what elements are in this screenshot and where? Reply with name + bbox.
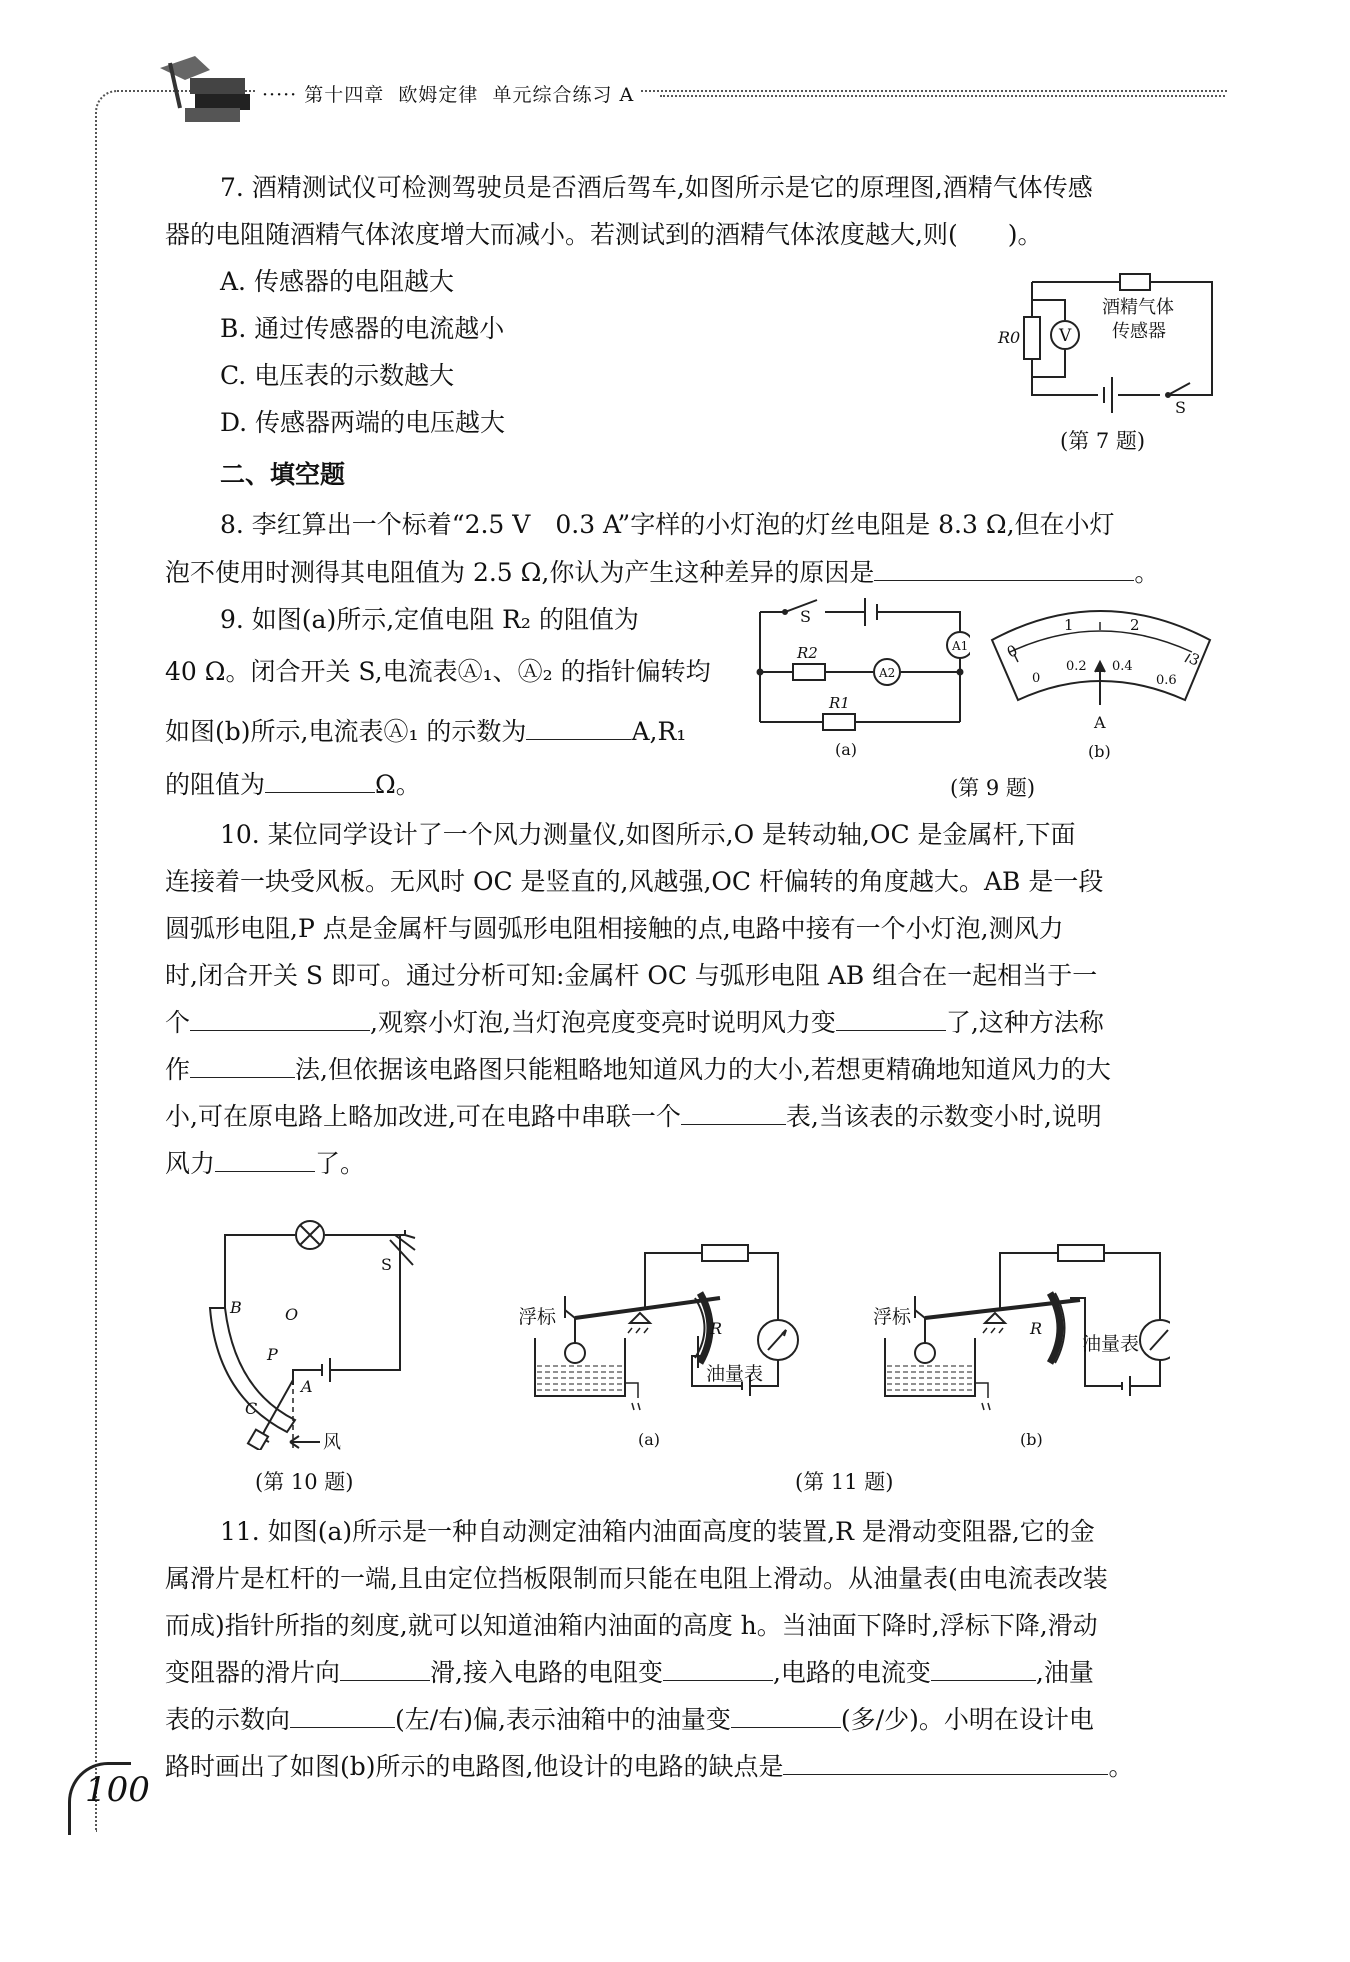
q11a-sub: (a) — [638, 1430, 661, 1448]
q8-line2-text: 泡不使用时测得其电阻值为 2.5 Ω,你认为产生这种差异的原因是 — [165, 558, 875, 587]
q11-blank-2[interactable] — [663, 1656, 773, 1681]
q7-stem-line2: 器的电阻随酒精气体浓度增大而减小。若测试到的酒精气体浓度越大,则( )。 — [165, 220, 1043, 249]
q10-l5c: 了,这种方法称 — [945, 1008, 1104, 1037]
q10-line6 — [165, 1050, 1111, 1086]
q10-fig-wind: 风 — [323, 1432, 341, 1450]
q10-line5 — [165, 1003, 1104, 1039]
running-header: ····· 第十四章 欧姆定律 单元综合练习 A — [256, 80, 640, 107]
q10-l8b: 了。 — [315, 1149, 366, 1178]
header-chapter: 第十四章 — [304, 84, 385, 106]
q9-ammeter-b — [980, 600, 1225, 770]
q11-blank-3[interactable] — [931, 1656, 1036, 1681]
q10-l8a: 风力 — [165, 1149, 216, 1178]
q11a-meter: 油量表 — [706, 1363, 764, 1385]
q10-line1: 10. 某位同学设计了一个风力测量仪,如图所示,O 是转动轴,OC 是金属杆,下面 — [220, 820, 1076, 849]
q9-line3a: 如图(b)所示,电流表Ⓐ₁ 的示数为 — [165, 717, 527, 746]
q11-line6 — [165, 1747, 1133, 1783]
q10-fig-s: S — [381, 1255, 392, 1274]
q10-l6a: 作 — [165, 1055, 191, 1084]
q11-blank-1[interactable] — [340, 1656, 430, 1681]
q11-l4c: ,电路的电流变 — [772, 1658, 931, 1687]
q11-line2: 属滑片是杠杆的一端,且由定位挡板限制而只能在电阻上滑动。从油量表(由电流表改装 — [165, 1564, 1108, 1593]
q11-blank-4[interactable] — [290, 1703, 395, 1728]
q11-l4a: 变阻器的滑片向 — [165, 1658, 341, 1687]
q10-line4: 时,闭合开关 S 即可。通过分析可知:金属杆 OC 与弧形电阻 AB 组合在一起相当于一 — [165, 961, 1098, 990]
q11a-r: R — [710, 1319, 723, 1338]
q9b-top-2: 2 — [1130, 616, 1140, 634]
q10-wind-meter-diagram — [205, 1210, 435, 1450]
q9-circuit-a — [755, 592, 970, 772]
q7-stem-line1: 7. 酒精测试仪可检测驾驶员是否酒后驾车,如图所示是它的原理图,酒精气体传感 — [220, 173, 1093, 202]
q9-line4a: 的阻值为 — [165, 770, 266, 799]
q9a-a1: A1 — [952, 639, 969, 653]
q11a-float: 浮标 — [520, 1306, 557, 1328]
q9-line4b: Ω。 — [375, 770, 421, 799]
q9-blank-current[interactable] — [526, 715, 631, 740]
q9-line1: 9. 如图(a)所示,定值电阻 R₂ 的阻值为 — [220, 605, 639, 634]
q11-blank-5[interactable] — [731, 1703, 841, 1728]
q10-blank-3[interactable] — [190, 1053, 295, 1078]
q9a-s: S — [800, 607, 811, 626]
q7-fig-sensor1: 酒精气体 — [1102, 297, 1174, 318]
q7-fig-s: S — [1175, 398, 1186, 415]
q10-blank-4[interactable] — [681, 1100, 786, 1125]
q11-blank-6[interactable] — [783, 1750, 1108, 1775]
q7-fig-v: V — [1059, 326, 1072, 346]
q11-diagram-a — [520, 1238, 805, 1448]
q10-line7 — [165, 1097, 1102, 1133]
q7-option-b: B. 通过传感器的电流越小 — [220, 314, 505, 343]
q10-l7a: 小,可在原电路上略加改进,可在电路中串联一个 — [165, 1102, 681, 1131]
q9b-sub: (b) — [1088, 742, 1111, 761]
q10-blank-5[interactable] — [215, 1147, 315, 1172]
q9b-bot-02: 0.2 — [1066, 659, 1087, 674]
q10-line3: 圆弧形电阻,P 点是金属杆与圆弧形电阻相接触的点,电路中接有一个小灯泡,测风力 — [165, 914, 1064, 943]
q9b-top-0: 0 — [1004, 641, 1021, 662]
q10-fig-a: A — [301, 1377, 313, 1396]
q9a-a2: A2 — [879, 666, 896, 680]
q11-l6a: 路时画出了如图(b)所示的电路图,他设计的电路的缺点是 — [165, 1752, 784, 1781]
q9a-sub: (a) — [835, 740, 858, 759]
q8-answer-blank[interactable] — [874, 556, 1134, 581]
q11b-meter: 油量表 — [1082, 1333, 1140, 1355]
q10-fig-c: C — [245, 1399, 258, 1418]
header-section: 单元综合练习 A — [492, 84, 635, 106]
header-logo-icon — [150, 48, 260, 128]
q7-circuit-diagram — [990, 265, 1220, 415]
q8-line2 — [165, 553, 1159, 589]
q11-l4d: ,油量 — [1035, 1658, 1094, 1687]
q11-line1: 11. 如图(a)所示是一种自动测定油箱内油面高度的装置,R 是滑动变阻器,它的金 — [220, 1517, 1095, 1546]
q9b-bot-04: 0.4 — [1112, 659, 1133, 674]
page-number: 100 — [85, 1770, 150, 1810]
q10-l6b: 法,但依据该电路图只能粗略地知道风力的大小,若想更精确地知道风力的大 — [295, 1055, 1111, 1084]
q7-option-d: D. 传感器两端的电压越大 — [220, 408, 506, 437]
q7-fig-sensor2: 传感器 — [1112, 321, 1166, 342]
q8-end: 。 — [1134, 558, 1160, 587]
section2-title: 二、填空题 — [220, 460, 346, 489]
q11-l6b: 。 — [1108, 1752, 1134, 1781]
q11-diagram-b — [870, 1238, 1170, 1448]
q11b-float: 浮标 — [873, 1306, 912, 1328]
q9-line2: 40 Ω。闭合开关 S,电流表Ⓐ₁、Ⓐ₂ 的指针偏转均 — [165, 657, 711, 686]
q9b-top-3: 3 — [1186, 649, 1203, 670]
q10-blank-2[interactable] — [836, 1006, 946, 1031]
q9-line4 — [165, 765, 421, 801]
q9b-bot-06: 0.6 — [1156, 673, 1177, 688]
header-rule — [660, 95, 1225, 97]
q9a-r1: R1 — [829, 694, 850, 712]
q10-line2: 连接着一块受风板。无风时 OC 是竖直的,风越强,OC 杆偏转的角度越大。AB 是一段 — [165, 867, 1104, 896]
q9b-bot-0: 0 — [1032, 671, 1041, 686]
q11-l4b: 滑,接入电路的电阻变 — [430, 1658, 663, 1687]
q10-l7b: 表,当该表的示数变小时,说明 — [785, 1102, 1102, 1131]
q10-fig-o: O — [285, 1305, 299, 1324]
q11-l5a: 表的示数向 — [165, 1705, 291, 1734]
q10-l5a: 个 — [165, 1008, 191, 1037]
q9-blank-resistance[interactable] — [265, 768, 375, 793]
q7-option-c: C. 电压表的示数越大 — [220, 361, 455, 390]
q8-line1: 8. 李红算出一个标着“2.5 V 0.3 A”字样的小灯泡的灯丝电阻是 8.3 Ω,但在小灯 — [220, 510, 1115, 539]
q9-line3b: A,R₁ — [631, 717, 687, 746]
q11-line3: 而成)指针所指的刻度,就可以知道油箱内油面的高度 h。当油面下降时,浮标下降,滑动 — [165, 1611, 1098, 1640]
q10-fig-b: B — [230, 1298, 242, 1317]
q9-line3 — [165, 712, 686, 748]
q9b-top-1: 1 — [1064, 616, 1074, 634]
q11b-sub: (b) — [1020, 1430, 1043, 1448]
q10-blank-1[interactable] — [190, 1006, 370, 1031]
q11-l5c: (多/少)。小明在设计电 — [840, 1705, 1094, 1734]
q10-l5b: ,观察小灯泡,当灯泡亮度变亮时说明风力变 — [370, 1008, 836, 1037]
q9b-unit: A — [1094, 713, 1106, 732]
q9-caption: (第 9 题) — [950, 776, 1036, 800]
header-topic: 欧姆定律 — [398, 84, 479, 106]
q7-option-a: A. 传感器的电阻越大 — [220, 267, 454, 296]
q11-caption: (第 11 题) — [795, 1470, 894, 1494]
q11-l5b: (左/右)偏,表示油箱中的油量变 — [395, 1705, 731, 1734]
q7-caption: (第 7 题) — [1060, 429, 1146, 453]
q11b-r: R — [1030, 1319, 1043, 1338]
q9a-r2: R2 — [797, 644, 818, 662]
q10-line8 — [165, 1144, 365, 1180]
q11-line4 — [165, 1653, 1094, 1689]
q10-fig-p: P — [267, 1345, 278, 1364]
q7-fig-r0: R0 — [998, 328, 1021, 347]
q10-caption: (第 10 题) — [255, 1470, 354, 1494]
q11-line5 — [165, 1700, 1094, 1736]
